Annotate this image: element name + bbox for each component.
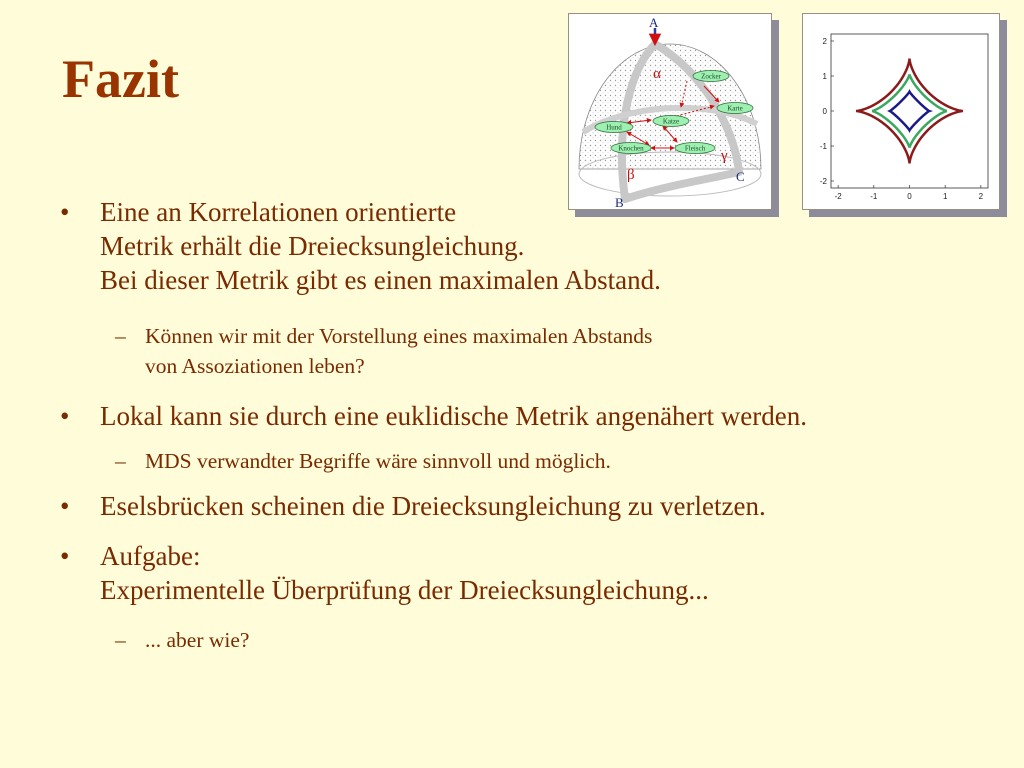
bullet-glyph: • [60,401,70,431]
y-tick-label: 1 [822,72,827,81]
node-katze [653,116,689,127]
bullet-3-line-1: Eselsbrücken scheinen die Dreiecksungleichung zu verletzen. [100,491,766,521]
bullet-glyph: • [60,491,70,521]
y-tick-label: -2 [819,177,827,186]
sub-bullet-4-1-line-1: ... aber wie? [145,628,250,652]
y-tick-label: 0 [822,107,827,116]
slide-title: Fazit [62,49,179,109]
angle-beta-label: β [627,167,635,183]
bullet-glyph: • [60,197,70,227]
x-tick-label: 2 [978,192,984,201]
bullet-glyph: • [60,541,70,571]
x-tick-label: 1 [942,192,948,201]
svg-text:Karte: Karte [727,104,743,113]
plot-frame [831,34,988,188]
bullet-2-line-1: Lokal kann sie durch eine euklidische Metrik angenähert werden. [100,401,807,431]
x-tick-label: -2 [834,192,842,201]
bullet-1-line-3: Bei dieser Metrik gibt es einen maximalen Abstand. [100,265,661,295]
node-hund [595,122,633,133]
astroid-plot-figure [802,13,1000,210]
svg-text:Hund: Hund [606,123,622,132]
y-tick-label: -1 [819,142,827,151]
dash-glyph: – [115,449,126,473]
angle-gamma-label: γ [721,148,728,164]
y-tick-label: 2 [822,37,827,46]
node-zocker [693,71,729,82]
x-tick-label: -1 [870,192,878,201]
dash-glyph: – [115,324,126,348]
spherical-triangle-figure [568,13,772,210]
dash-glyph: – [115,628,126,652]
svg-text:Fleisch: Fleisch [684,144,706,153]
svg-text:Katze: Katze [662,117,680,126]
bullet-4-line-1: Aufgabe: [100,541,201,571]
x-tick-label: 0 [907,192,912,201]
node-karte [717,103,753,114]
vertex-c-label: C [736,169,745,184]
vertex-a-label: A [649,15,659,30]
node-fleisch [675,143,715,154]
bullet-1-line-1: Eine an Korrelationen orientierte [100,197,457,227]
svg-text:Zocker: Zocker [701,72,721,81]
bullet-1-line-2: Metrik erhält die Dreiecksungleichung. [100,231,525,261]
svg-text:Knochen: Knochen [618,144,644,153]
sub-bullet-1-1-line-2: von Assoziationen leben? [145,354,365,378]
vertex-b-label: B [615,195,624,209]
angle-alpha-label: α [653,66,661,82]
sub-bullet-2-1-line-1: MDS verwandter Begriffe wäre sinnvoll und möglich. [145,449,611,473]
bullet-4-line-2: Experimentelle Überprüfung der Dreiecksungleichung... [100,575,709,605]
node-knochen [611,143,651,154]
arc-b-c [625,172,739,199]
sub-bullet-1-1-line-1: Können wir mit der Vorstellung eines maximalen Abstands [145,324,653,348]
